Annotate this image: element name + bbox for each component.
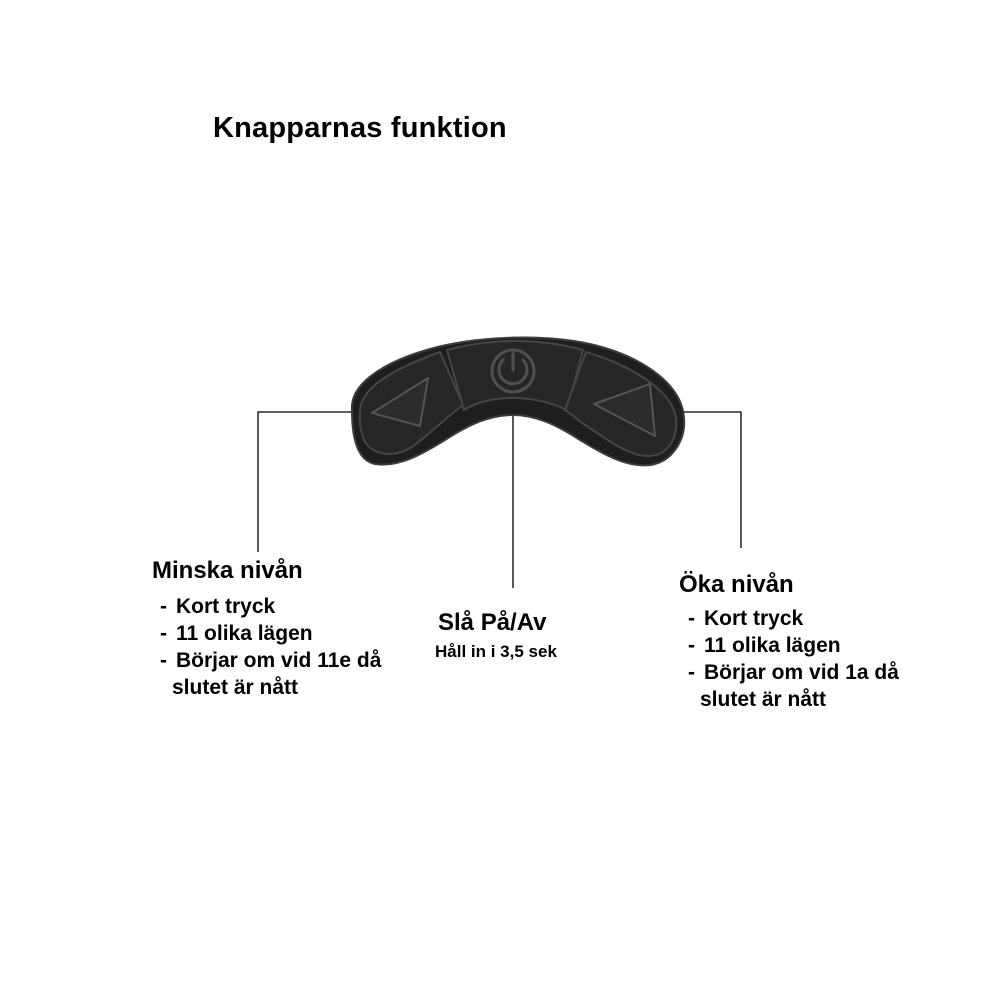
list-item <box>160 593 381 620</box>
list-item-text: 11 olika lägen <box>704 634 841 657</box>
list-item <box>160 647 381 674</box>
list-item <box>160 620 381 647</box>
remote-device <box>352 337 684 465</box>
list-item <box>688 632 899 659</box>
decrease-list <box>160 593 381 701</box>
decrease-heading: Minska nivån <box>152 557 303 584</box>
list-item-continuation: slutet är nått <box>172 676 299 699</box>
bullet-dash: - <box>688 607 695 630</box>
increase-heading: Öka nivån <box>679 571 794 598</box>
increase-list <box>688 605 899 713</box>
power-subtext: Håll in i 3,5 sek <box>435 642 557 661</box>
list-item-text: Kort tryck <box>704 607 804 630</box>
list-item-text: 11 olika lägen <box>176 622 313 645</box>
bullet-dash: - <box>688 634 695 657</box>
bullet-dash: - <box>688 661 695 684</box>
list-item-text: Kort tryck <box>176 595 276 618</box>
page-title: Knapparnas funktion <box>213 112 507 144</box>
list-item-text: Börjar om vid 1a då <box>704 661 899 684</box>
list-item-text: Börjar om vid 11e då <box>176 649 382 672</box>
bullet-dash: - <box>160 622 167 645</box>
list-item-continuation: slutet är nått <box>700 688 827 711</box>
list-item <box>688 605 899 632</box>
bullet-dash: - <box>160 595 167 618</box>
power-heading: Slå På/Av <box>438 609 547 636</box>
list-item <box>688 659 899 686</box>
bullet-dash: - <box>160 649 167 672</box>
